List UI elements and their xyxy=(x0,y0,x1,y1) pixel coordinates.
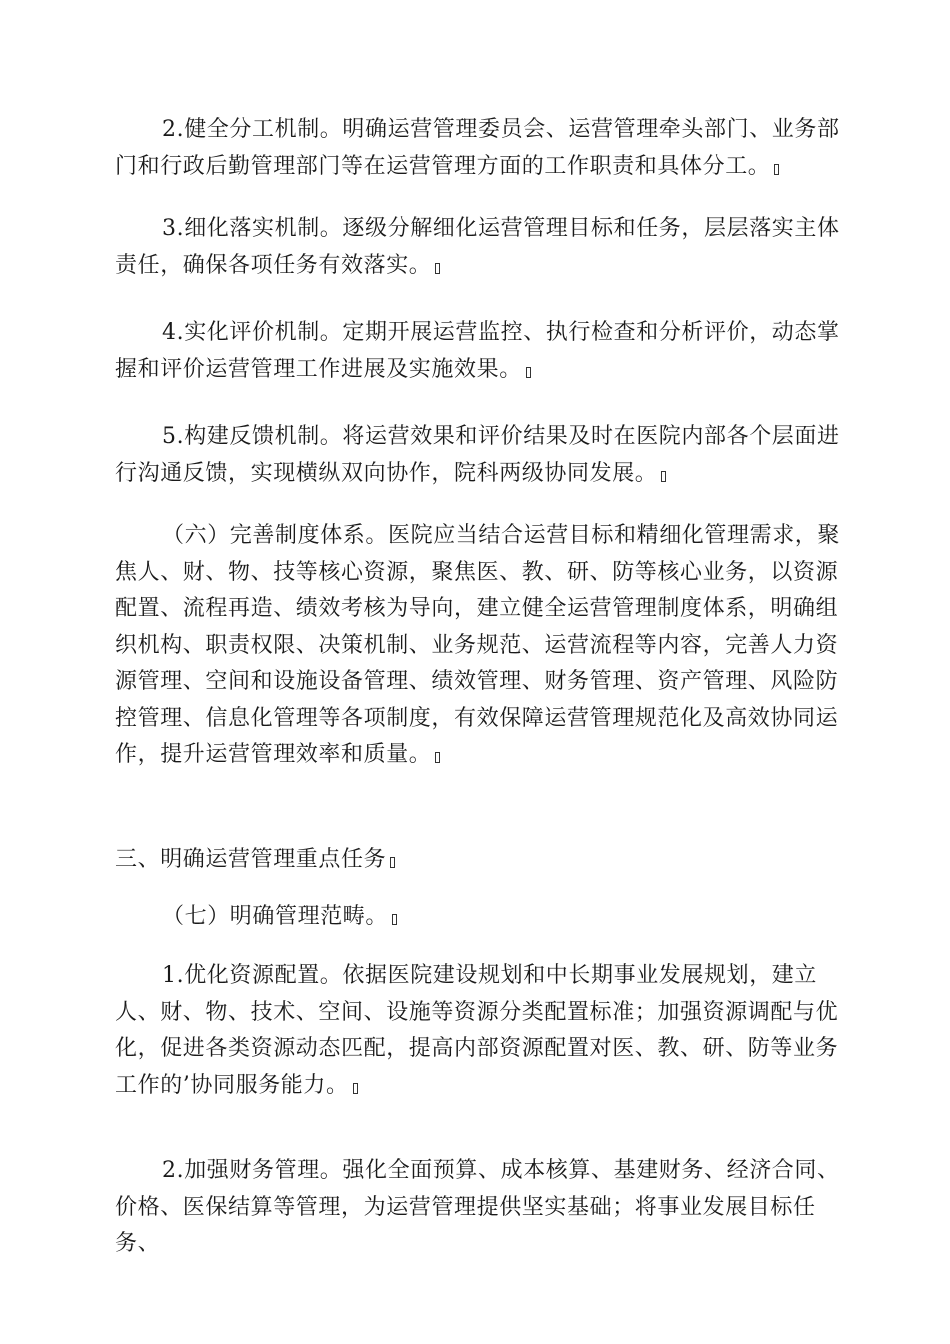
paragraph-end-mark-icon xyxy=(390,857,395,868)
paragraph-feedback xyxy=(115,419,855,492)
paragraph-evaluation xyxy=(115,315,855,388)
paragraph-text: （六）完善制度体系。医院应当结合运营目标和精细化管理需求，聚焦人、财、物、技等核心资源，聚焦医、教、研、防等核心业务，以资源配置、流程再造、绩效考核为导向，建立健全运营管理制度体系，明确组织机构、职责权限、决策机制、业务规范、运营流程等内容，完善人力资源管理、空间和设施设备管理、绩效管理、财务管理、资产管理、风险防控管理、信息化管理等各项制度，有效保障运营管理规范化及高效协同运作，提升运营管理效率和质量。 xyxy=(115,523,841,767)
paragraph-text: 4.实化评价机制。定期开展运营监控、执行检查和分析评价，动态掌握和评价运营管理工作进展及实施效果。 xyxy=(115,320,840,382)
paragraph-system xyxy=(115,518,855,774)
paragraph-end-mark-icon xyxy=(774,164,779,175)
paragraph-implementation xyxy=(115,211,855,284)
paragraph-end-mark-icon xyxy=(435,752,440,763)
section-heading-text: 三、明确运营管理重点任务 xyxy=(115,847,387,872)
subsection-heading xyxy=(115,899,855,936)
paragraph-division-of-labor xyxy=(115,112,855,185)
paragraph-end-mark-icon xyxy=(526,367,531,378)
subsection-heading-text: （七）明确管理范畴。 xyxy=(162,904,389,929)
section-heading xyxy=(115,842,855,879)
paragraph-end-mark-icon xyxy=(435,263,440,274)
paragraph-text: 3.细化落实机制。逐级分解细化运营管理目标和任务，层层落实主体责任，确保各项任务有效落实。 xyxy=(115,216,840,278)
paragraph-finance xyxy=(115,1153,855,1263)
paragraph-text: 2.加强财务管理。强化全面预算、成本核算、基建财务、经济合同、价格、医保结算等管理，为运营管理提供坚实基础；将事业发展目标任务、 xyxy=(115,1158,840,1256)
paragraph-end-mark-icon xyxy=(661,471,666,482)
paragraph-text: 1.优化资源配置。依据医院建设规划和中长期事业发展规划，建立人、财、物、技术、空间、设施等资源分类配置标准；加强资源调配与优化，促进各类资源动态匹配，提高内部资源配置对医、教、研、防等业务工作的’协同服务能力。 xyxy=(115,963,839,1098)
paragraph-text: 2.健全分工机制。明确运营管理委员会、运营管理牵头部门、业务部门和行政后勤管理部门等在运营管理方面的工作职责和具体分工。 xyxy=(115,117,840,179)
paragraph-end-mark-icon xyxy=(353,1083,358,1094)
paragraph-resources xyxy=(115,958,855,1104)
paragraph-text: 5.构建反馈机制。将运营效果和评价结果及时在医院内部各个层面进行沟通反馈，实现横纵双向协作，院科两级协同发展。 xyxy=(115,424,840,486)
paragraph-end-mark-icon xyxy=(392,914,397,925)
